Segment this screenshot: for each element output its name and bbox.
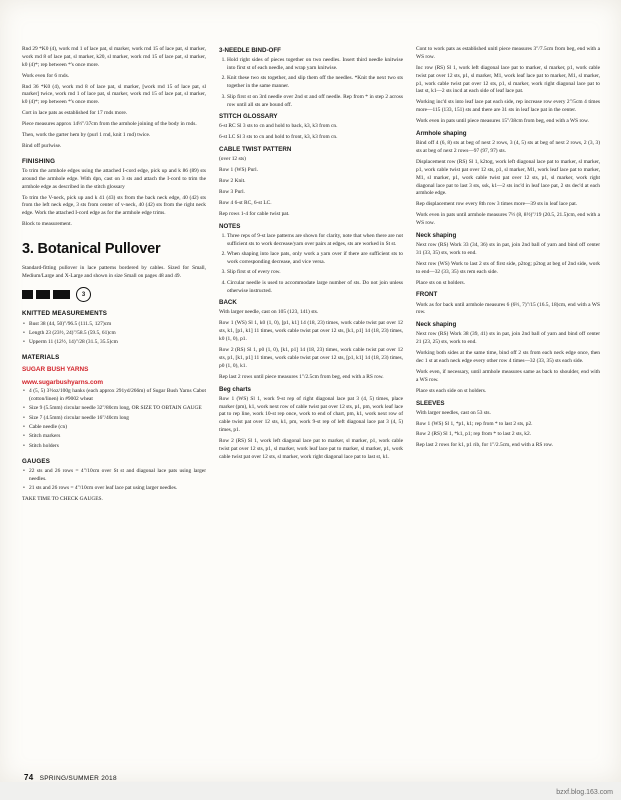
- notes-heading: NOTES: [219, 222, 241, 230]
- issue-label: SPRING/SUMMER 2018: [39, 775, 117, 782]
- rnd36-paragraph: Rnd 36 *K0 (4), work rnd 8 of lace pat, sl marker, [work rnd 15 of lace pat, sl marker] twice, work rnd 1 of lace pat, sl marker, work rnd 15 of lace pat, sl marker, k0 (4)*; rep between *'s once more.: [22, 83, 206, 106]
- work-even-paragraph: Work even in pats until piece measures 15"/38cm from beg, end with a WS row.: [416, 118, 589, 125]
- sleeves-heading: SLEEVES: [416, 399, 445, 407]
- bind-off-purlwise-paragraph: Bind off purlwise.: [22, 142, 62, 149]
- cord-paragraph: Cort in lace pats as established for 17 rnds more.: [22, 110, 128, 117]
- sleeves-row-2: Row 2 (RS) Sl 1, *k1, p1; rep from * to last 2 sts, k2.: [416, 431, 532, 438]
- cable-row-1: Row 1 (WS) Purl.: [219, 167, 258, 174]
- watermark-text: bzxf.blog.163.com: [556, 789, 613, 796]
- knitted-measurements-list: [22, 321, 206, 348]
- cable-twist-pattern-heading: CABLE TWIST PATTERN: [219, 146, 292, 154]
- work-even-armhole: Work even in pats until armhole measures 7½ (8, 8½)"/19 (20.5, 21.5)cm, end with a WS row.: [416, 212, 600, 227]
- list-item: • 4 (5, 5) 3½oz/100g hanks (each approx 291yd/266m) of Sugar Bush Yarns Cabot (cotton/linen) in #9002 wheat: [29, 388, 206, 404]
- back-cast-on: With larger needle, cast on 105 (123, 141) sts.: [219, 309, 319, 316]
- yarn-brand: SUGAR BUSH YARNS: [22, 366, 89, 374]
- front-neck-shaping-heading: Neck shaping: [416, 321, 457, 329]
- list-item: 1. Hold right sides of pieces together on two needles. Insert third needle knitwise into first st of each needle, and wrap yarn knitwise.: [227, 57, 403, 73]
- back-heading: BACK: [219, 299, 237, 307]
- knitted-measurements-heading: KNITTED MEASUREMENTS: [22, 310, 108, 318]
- list-item: • Bust 38 (44, 50)"/96.5 (111.5, 127)cm: [29, 321, 206, 329]
- sleeves-row-1: Row 1 (WS) Sl 1, *p1, k1; rep from * to last 2 sts, p2.: [416, 420, 533, 427]
- back-repeat-note: Rep last 2 rows until piece measures 1"/2.5cm from beg, end with a RS row.: [219, 373, 384, 380]
- materials-heading: MATERIALS: [22, 354, 60, 362]
- cable-row-4: Row 4 6-st RC, 6-st LC.: [219, 199, 272, 206]
- back-row-2: Row 2 (RS) Sl 1, p0 (1, 0), [k1, p1] 14 (18, 23) times, work cable twist pat over 12 sts, p1, [k1, p1] 11 times, work cable twist pat over 12 sts, [p1, k1] 14 (18, 23) times, p0 (1, 0), k1.: [219, 347, 403, 369]
- back-neck-shaping-heading: Neck shaping: [416, 231, 457, 239]
- back-place-sts-holders: Place sts on st holders.: [416, 279, 465, 286]
- size-badge: 3: [76, 287, 91, 302]
- page-footer: [24, 773, 117, 782]
- back-row-1: Row 1 (WS) Sl 1, k0 (1, 0), [p1, k1] 14 (18, 23) times, work cable twist pat over 12 sts, k1, [p1, k1] 11 times, work cable twist pat over 12 sts, [k1, p1] 14 (18, 23) times, k0 (1, 0), p1.: [219, 320, 403, 343]
- cont-paragraph: Cont to work pats as established unitl piece measures 3"/7.5cm from beg, end with a WS row.: [416, 46, 600, 60]
- size-indicator-row: [22, 287, 206, 302]
- piece-measures-paragraph: Piece measures approx 14½"/37cm from the armhole joining of the body in rnds.: [22, 121, 197, 128]
- front-work-even: Work even, if necessary, until armhole measures same as back to shoulder, end with a WS row.: [416, 368, 600, 383]
- column-3: [416, 46, 600, 736]
- take-time-note: TAKE TIME TO CHECK GAUGES.: [22, 495, 103, 502]
- gauges-list: [22, 468, 206, 493]
- rep-displacement-row: Rep displacement row every 8th row 3 times more—39 sts in leaf lace pat.: [416, 201, 578, 208]
- beg-charts-row-1: Row 1 (WS) Sl 1, work 9-st rep of right diagonal lace pat 3 (4, 5) times, place marker (pm), k1, work next row of cable twist pat over 12 sts, p1, pm, work leaf lace pat to rep line, work 10-st rep once, work to end of chart, pm, k1, work next row of cable twist pat over 12 sts, k1, pm, work 9-st rep of left diagonal lace pat 3 (4, 5) times, p1.: [219, 395, 403, 434]
- list-item: • Size 7 (4.5mm) circular needle 16"/40cm long: [29, 415, 206, 423]
- stitch-glossary-heading: STITCH GLOSSARY: [219, 113, 278, 121]
- list-item: 3. Slip first st on 3rd needle over 2nd st and off needle. Rep from * in step 2 across row until all sts are bound off.: [227, 94, 403, 110]
- finishing-paragraph-2: To trim the V-neck, pick up and k 41 (43) sts from the back neck edge, 40 (42) sts from the left neck edge, 3 sts from center of v-neck, 40 (42) sts from the right neck edge. Work the attached I-cord edge as for the armhole edge trims.: [22, 194, 206, 217]
- inc-row-paragraph: Inc row (RS) Sl 1, work left diagonal lace pat to marker, sl marker, p1, work cable twist pat over 12 sts, p1, sl marker, M1, work leaf lace pat to marker, M1, sl marker, p1, work cable twist pat over 12 sts, p1, sl marker, work right diagonal lace pat to last st, k1—2 sts incd at each side of leaf lace pat.: [416, 64, 600, 95]
- list-item: • 21 sts and 26 rows = 4"/10cm over leaf lace pat using larger needles.: [29, 485, 206, 493]
- size-block-small: [22, 290, 33, 299]
- armhole-bind-off: Bind off 4 (6, 8) sts at beg of next 2 rows, 3 (4, 5) sts at beg of next 2 rows, 2 (3, 3) sts at beg of next 2 rows—97 (97, 97) sts.: [416, 140, 600, 154]
- cable-row-2: Row 2 Knit.: [219, 178, 246, 185]
- glossary-item-6st-rc: 6-st RC Sl 3 sts to cn and hold to back, k3, k3 from cn.: [219, 123, 338, 130]
- notes-list: [219, 233, 403, 296]
- column-2: [219, 46, 403, 736]
- size-block-medium: [36, 290, 50, 299]
- list-item: • Size 9 (5.5mm) circular needle 32"/80cm long, OR SIZE TO OBTAIN GAUGE: [29, 405, 206, 413]
- list-item: 1. Three reps of 9-st lace patterns are shown for clarity, note that when there are not sufficient sts to work decrease/yarn over pairs at edges, sts are worked in St st.: [227, 233, 403, 249]
- cable-row-3: Row 3 Purl.: [219, 188, 245, 195]
- block-paragraph: Block to measurement.: [22, 221, 72, 228]
- cable-pattern-stitch-count: (over 12 sts): [219, 156, 246, 163]
- list-item: 2. When shaping into lace pats, only work a yarn over if there are sufficient sts to work corresponding decrease, and vice versa.: [227, 251, 403, 267]
- working-inc-paragraph: Working inc'd sts into leaf lace pat each side, rep increase row every 2"/5cm 4 times more—115 (133, 151) sts and there are 31 sts in leaf lace pat in the center.: [416, 99, 600, 114]
- front-neck-next-row: Next row (RS) Work 38 (39, 41) sts in pat, join 2nd ball of yarn and bind off center 21 (23, 25) sts, work to end.: [416, 331, 600, 346]
- list-item: • Stitch holders: [29, 443, 206, 451]
- list-item: 3. Slip first st of every row.: [227, 269, 403, 277]
- list-item: • Cable needle (cn): [29, 424, 206, 432]
- list-item: • Stitch markers: [29, 433, 206, 441]
- sleeves-cast-on: With larger needles, cast on 53 sts.: [416, 409, 491, 416]
- front-work-as-back: Work as for back until armhole measures 6 (6½, 7)"/15 (16.5, 18)cm, end with a WS row.: [416, 301, 600, 316]
- beg-charts-heading: Beg charts: [219, 385, 251, 393]
- finishing-heading: FINISHING: [22, 157, 56, 165]
- garter-paragraph: Then, work the garter hem by (purl 1 rnd, knit 1 rnd) twice.: [22, 132, 151, 139]
- pattern-subtitle: Standard-fitting pullover in lace patterns bordered by cables. Sized for Small, Medium/Large and X-Large and shown in size Small on pages 48 and 49.: [22, 265, 206, 280]
- work-even-paragraph: Work even for 6 rnds.: [22, 72, 70, 79]
- list-item: 4. Circular needle is used to accommodate large number of sts. Do not join unless otherwise instructed.: [227, 280, 403, 296]
- list-item: • Upperm 11 (12½, 14)"/28 (31.5, 35.5)cm: [29, 339, 206, 347]
- size-block-large: [53, 290, 70, 299]
- three-needle-bind-off-heading: 3-NEEDLE BIND-OFF: [219, 47, 281, 54]
- pattern-title: [22, 239, 206, 260]
- materials-list: [22, 388, 206, 451]
- bottom-strip: [0, 782, 621, 800]
- displacement-row: Displacement row (RS) Sl 1, k2tog, work left diagonal lace pat to marker, sl marker, p1, work cable twist pat over 12 sts, p1, sl marker, M1, work leaf lace pat to marker, M1, sl marker, p1, work cable twist pat over 12 sts, p1, sl marker, work right diagonal lace pat to last 3 sts, ssk, k1—2 sts inc'd in leaf lace pat, 2 sts dec'd at each armhole edge.: [416, 158, 600, 197]
- sleeves-repeat-note: Rep last 2 rows for k1, p1 rib, for 1"/2.5cm, end with a RS row.: [416, 442, 554, 449]
- finishing-paragraph-1: To trim the armhole edges using the attached I-cord edge, pick up and k 86 (89) sts around the armhole edge. With dpn, cast on 3 sts and attach the I-cord to trim the armhole edge as described in the stitch glossary: [22, 167, 206, 190]
- page-number: 74: [24, 773, 34, 782]
- list-item: • Length 23 (23½, 24)"/58.5 (59.5, 61)cm: [29, 330, 206, 338]
- armhole-shaping-heading: Armhole shaping: [416, 130, 467, 138]
- bind-off-steps: [219, 57, 403, 109]
- front-heading: FRONT: [416, 291, 438, 299]
- list-item: • 22 sts and 26 rows = 4"/10cm over St st and diagonal lace pats using larger needles.: [29, 468, 206, 484]
- rnd29-paragraph: Rnd 29 *K0 (4), work rnd 1 of lace pat, sl marker, work rnd 15 of lace pat, sl marker, work rnd 8 of lace pat, sl marker, k20, sl marker, work rnd 15 of lace pat, sl marker, k0 (4)*; rep between *'s once more.: [22, 46, 206, 68]
- beg-charts-row-2: Row 2 (RS) Sl 1, work left diagonal lace pat to marker, sl marker, p1, work cable twist pat over 12 sts, p1, sl marker, work leaf lace pat to marker, sl marker, p1, work cable twist pat over 12 sts, sl marker, work right diagonal lace pat to last st, k1.: [219, 438, 403, 460]
- three-column-layout: [22, 46, 600, 736]
- gauges-heading: GAUGES: [22, 457, 51, 465]
- yarn-website-link[interactable]: www.sugarbushyarns.com: [22, 378, 104, 386]
- back-neck-next-row-ws: Next row (WS) Work to last 2 sts of first side, p2tog; p2tog at beg of 2nd side, work to end—32 (33, 35) sts rem each side.: [416, 260, 600, 275]
- pattern-number: 3.: [22, 241, 34, 258]
- list-item: 2. Knit these two sts together, and slip them off the needles. *Knit the next two sts together in the same manner.: [227, 75, 403, 91]
- front-place-sts-holders: Place sts each side on st holders.: [416, 387, 487, 394]
- pattern-title-text: Botanical Pullover: [37, 241, 161, 258]
- glossary-item-6st-lc: 6-st LC Sl 3 sts to cn and hold to front, k3, k3 from cn.: [219, 134, 338, 141]
- back-neck-next-row: Next row (RS) Work 33 (34, 36) sts in pat, join 2nd ball of yarn and bind off center 31 (33, 35) sts, work to end.: [416, 242, 600, 256]
- cable-repeat-note: Rep rows 1-4 for cable twist pat.: [219, 210, 290, 217]
- column-1: [22, 46, 206, 736]
- front-neck-working: Working both sides at the same time, bind off 2 sts from each neck edge once, then dec 1 st at each neck edge every other row 4 times—32 (33, 35) sts each side.: [416, 350, 600, 365]
